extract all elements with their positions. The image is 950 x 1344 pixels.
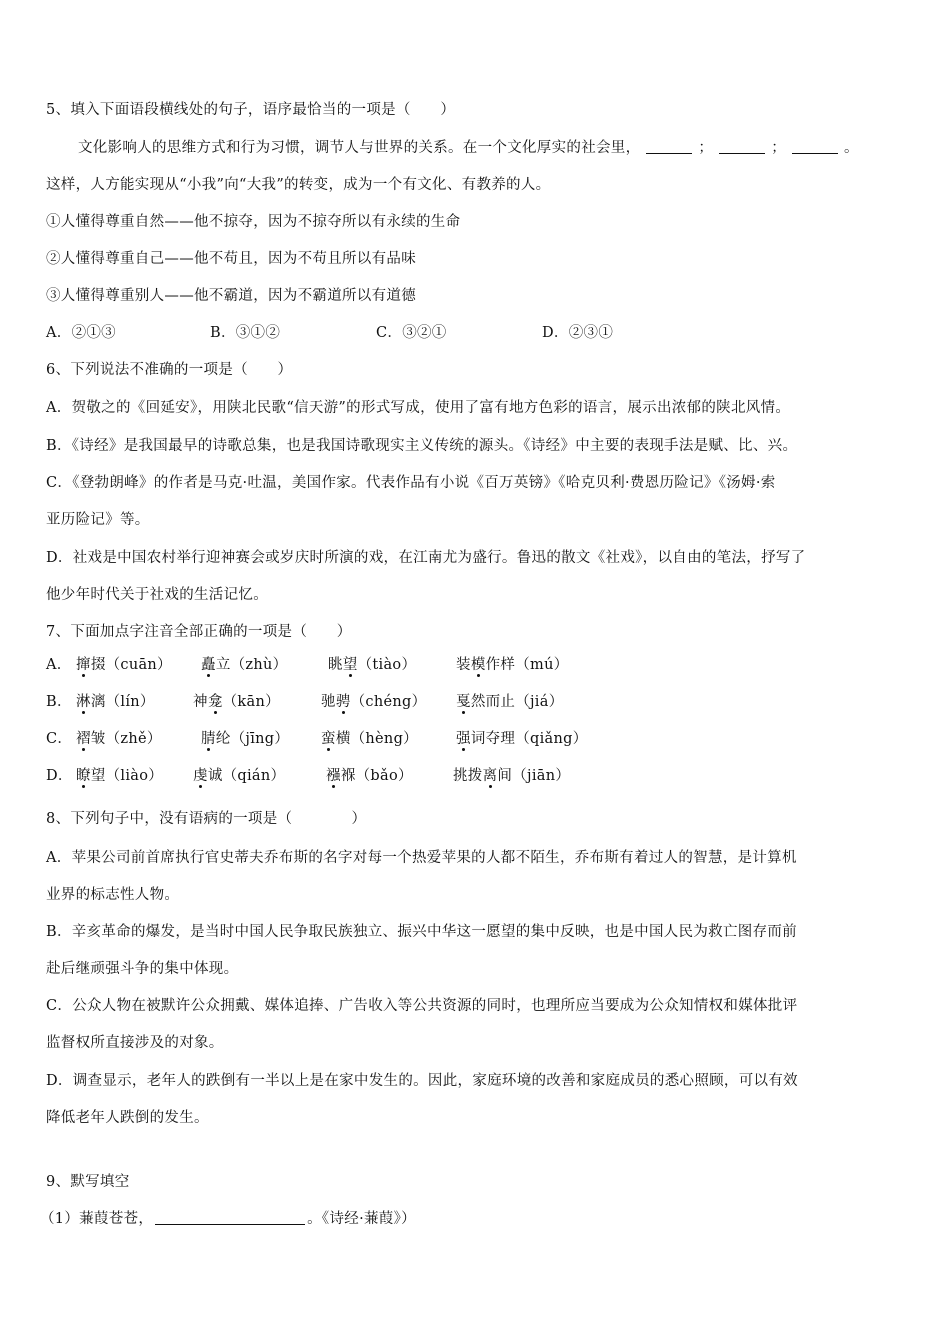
q6-stem: 6、下列说法不准确的一项是（ ） bbox=[46, 362, 293, 378]
q8-option-d-line1: D．调查显示，老年人的跌倒有一半以上是在家中发生的。因此，家庭环境的改善和家庭成员的悉心照顾，可以有效 bbox=[46, 1073, 798, 1089]
q7-stem: 7、下面加点字注音全部正确的一项是（ ） bbox=[46, 624, 352, 640]
option-label: D． bbox=[46, 768, 73, 784]
q8-option-c-line2: 监督权所直接涉及的对象。 bbox=[46, 1035, 224, 1051]
dotted-char: 强 bbox=[456, 731, 471, 747]
pinyin-item: 虔诚（qián） bbox=[193, 768, 286, 784]
dotted-char: 撺 bbox=[76, 657, 91, 673]
q9-line-1-source: 。《诗经·蒹葭》） bbox=[307, 1211, 416, 1227]
separator: ； bbox=[698, 140, 714, 156]
fill-blank bbox=[155, 1210, 305, 1225]
dotted-char: 腈 bbox=[201, 731, 216, 747]
q9-line-1-text: （1）蒹葭苍苍， bbox=[40, 1211, 154, 1227]
pinyin-item: 神龛（kān） bbox=[193, 694, 280, 710]
q5-option-a: A．②①③ bbox=[46, 325, 116, 341]
q8-option-d-line2: 降低老年人跌倒的发生。 bbox=[46, 1110, 209, 1126]
q7-option-b bbox=[46, 692, 564, 712]
q5-option-b: B．③①② bbox=[210, 325, 281, 341]
dotted-char: 矗 bbox=[201, 657, 216, 673]
q6-option-b: B．《诗经》是我国最早的诗歌总集，也是我国诗歌现实主义传统的源头。《诗经》中主要的表现手法是赋、比、兴。 bbox=[46, 438, 798, 454]
q6-option-d-line2: 他少年时代关于社戏的生活记忆。 bbox=[46, 587, 268, 603]
dotted-char: 淋 bbox=[76, 694, 91, 710]
separator: ； bbox=[771, 140, 787, 156]
dotted-char: 离 bbox=[482, 768, 498, 784]
pinyin-item: 襁褓（bǎo） bbox=[326, 768, 413, 784]
q6-option-d-line1: D．社戏是中国农村举行迎神赛会或岁庆时所演的戏，在江南尤为盛行。鲁迅的散文《社戏》，以自由的笔法，抒写了 bbox=[46, 550, 806, 566]
pinyin-item: 撺掇（cuān） bbox=[76, 657, 172, 673]
q5-sentence-2: ②人懂得尊重自己——他不苟且，因为不苟且所以有品味 bbox=[46, 251, 416, 267]
q7-option-c bbox=[46, 729, 588, 749]
q9-stem: 9、默写填空 bbox=[46, 1174, 130, 1190]
dotted-char: 骋 bbox=[335, 694, 351, 710]
pinyin-item: 驰骋（chéng） bbox=[321, 694, 427, 710]
q8-option-b-line2: 赴后继顽强斗争的集中体现。 bbox=[46, 961, 239, 977]
pinyin-item: 淋漓（lín） bbox=[76, 694, 155, 710]
q8-option-a-line1: A．苹果公司前首席执行官史蒂夫乔布斯的名字对每一个热爱苹果的人都不陌生，乔布斯有着过人的智慧，是计算机 bbox=[46, 850, 797, 866]
q5-stem: 5、填入下面语段横线处的句子，语序最恰当的一项是（ ） bbox=[46, 102, 456, 118]
pinyin-item: 褶皱（zhě） bbox=[76, 731, 162, 747]
q8-stem: 8、下列句子中，没有语病的一项是（ ） bbox=[46, 811, 367, 827]
dotted-char: 望 bbox=[342, 657, 358, 673]
q5-option-c: C．③②① bbox=[376, 325, 447, 341]
q7-option-a bbox=[46, 655, 569, 675]
q5-option-d: D．②③① bbox=[542, 325, 614, 341]
q5-paragraph-text: 文化影响人的思维方式和行为习惯，调节人与世界的关系。在一个文化厚实的社会里， bbox=[78, 140, 641, 156]
option-label: A． bbox=[46, 657, 72, 673]
option-label: C． bbox=[46, 731, 73, 747]
q6-option-a: A．贺敬之的《回延安》，用陕北民歌“信天游”的形式写成，使用了富有地方色彩的语言，展示出浓郁的陕北风情。 bbox=[46, 400, 791, 416]
option-label: B． bbox=[46, 694, 72, 710]
pinyin-item: 挑拨离间（jiān） bbox=[453, 768, 571, 784]
pinyin-item: 瞭望（liào） bbox=[76, 768, 164, 784]
dotted-char: 模 bbox=[470, 657, 486, 673]
blank-2 bbox=[719, 139, 765, 154]
dotted-char: 褶 bbox=[76, 731, 91, 747]
pinyin-item: 眺望（tiào） bbox=[328, 657, 417, 673]
q5-sentence-1: ①人懂得尊重自然——他不掠夺，因为不掠夺所以有永续的生命 bbox=[46, 214, 461, 230]
q6-option-c-line2: 亚历险记》等。 bbox=[46, 512, 150, 528]
blank-3 bbox=[792, 139, 838, 154]
q5-sentence-3: ③人懂得尊重别人——他不霸道，因为不霸道所以有道德 bbox=[46, 288, 416, 304]
pinyin-item: 蛮横（hèng） bbox=[321, 731, 418, 747]
q8-option-a-line2: 业界的标志性人物。 bbox=[46, 887, 180, 903]
q5-paragraph-line1 bbox=[78, 138, 859, 158]
pinyin-item: 腈纶（jīng） bbox=[201, 731, 290, 747]
q8-option-b-line1: B．辛亥革命的爆发，是当时中国人民争取民族独立、振兴中华这一愿望的集中反映，也是中国人民为救亡图存而前 bbox=[46, 924, 797, 940]
q6-option-c-line1: C．《登勃朗峰》的作者是马克·吐温，美国作家。代表作品有小说《百万英镑》《哈克贝利·费恩历险记》《汤姆·索 bbox=[46, 475, 776, 491]
q9-line-1 bbox=[40, 1209, 416, 1229]
q7-option-d bbox=[46, 766, 571, 786]
dotted-char: 瞭 bbox=[76, 768, 91, 784]
dotted-char: 襁 bbox=[326, 768, 341, 784]
period: 。 bbox=[844, 140, 859, 156]
dotted-char: 龛 bbox=[207, 694, 223, 710]
dotted-char: 虔 bbox=[193, 768, 208, 784]
pinyin-item: 强词夺理（qiǎng） bbox=[456, 731, 588, 747]
q5-paragraph-line2: 这样，人方能实现从“小我”向“大我”的转变，成为一个有文化、有教养的人。 bbox=[46, 177, 551, 193]
pinyin-item: 戛然而止（jiá） bbox=[456, 694, 564, 710]
pinyin-item: 矗立（zhù） bbox=[201, 657, 288, 673]
dotted-char: 蛮 bbox=[321, 731, 336, 747]
pinyin-item: 装模作样（mú） bbox=[456, 657, 569, 673]
dotted-char: 戛 bbox=[456, 694, 471, 710]
q8-option-c-line1: C．公众人物在被默许公众拥戴、媒体追捧、广告收入等公共资源的同时，也理所应当要成为公众知情权和媒体批评 bbox=[46, 998, 798, 1014]
blank-1 bbox=[646, 139, 692, 154]
